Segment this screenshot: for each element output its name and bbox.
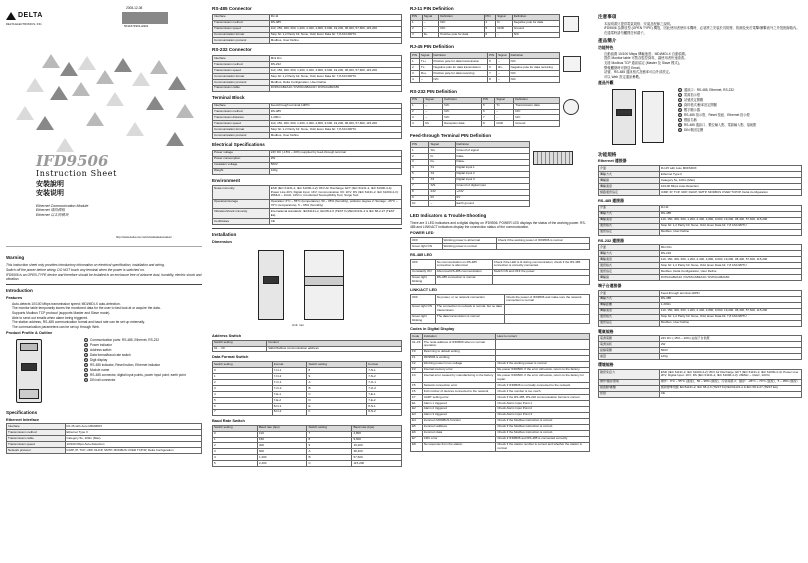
tri-20 xyxy=(56,138,74,152)
barcode xyxy=(122,12,168,24)
table-row: Interface RJ-11 xyxy=(213,14,402,20)
table-row: Transmission speed 110, 150, 300, 600, 1,200, 2,400, 4,800, 9,600, 19,200, 38,400, 57,600, 115,200 xyxy=(213,121,402,127)
led-intro: There are 3 LED indicators and a digital display on IFD9506. POWER LED displays the status of the working power. RS-485 and LINK/ACT indicators display the connection status of the communication. xyxy=(410,221,586,230)
legend-row: 2 電源指示燈 xyxy=(679,92,700,97)
terminal-table xyxy=(212,103,402,140)
column-4 xyxy=(598,6,802,559)
table-row: 通訊協定 Modbus, User Define xyxy=(599,229,802,235)
subtitle-2: Ethernet 通訊模組 xyxy=(36,208,65,213)
rj11-table xyxy=(410,14,560,39)
table-row: 4 X1 Digital input 1 xyxy=(411,165,530,171)
eth-table xyxy=(6,423,202,454)
feed-table xyxy=(410,141,530,207)
table-row: F3 Internal memory error Re-power IFD9506. If the error still exists, return to the factory. xyxy=(411,367,590,373)
rj45-title: RJ-45 PIN Definition xyxy=(410,44,454,50)
rs232pin-block xyxy=(410,97,590,131)
table-row: F5 Network connection error Check if IFD9506 is normally connected to the network. xyxy=(411,383,590,389)
delta-triangle-icon xyxy=(6,12,16,20)
codes-table xyxy=(410,333,590,452)
table-row: Communication format Stop bit: 1,2 Parity bit: None, Odd, Even Data bit: 7,8 ASCII/RTU xyxy=(213,73,402,79)
dimension-drawing xyxy=(212,246,402,332)
tri-10 xyxy=(50,86,68,100)
cn-rs232-title: RS-232 連接器 xyxy=(598,237,624,243)
device-port xyxy=(20,343,38,351)
tri-2 xyxy=(60,62,78,76)
table-row: 絕緣電壓 500V xyxy=(599,348,802,354)
table-row: 網路通訊協定 ICMP, IP, TCP, UDP, DHCP, SMTP, MODBUS OVER TCP/IP, Delta Configuration xyxy=(599,190,802,196)
table-row: 傳輸速度 110, 150, 300, 600, 1,200, 2,400, 4,800, 9,600, 19,200, 38,400, 57,600, 115,200 xyxy=(599,217,802,223)
table-row: Constantly ON Abnormal RS-485 communication Switch ON and OFF the power xyxy=(411,269,590,275)
rs232pin-table xyxy=(410,97,560,128)
legend-row: 3 Address switch xyxy=(85,347,112,352)
env-table xyxy=(212,185,402,225)
rj11-title: RJ-11 PIN Definition xyxy=(410,6,454,11)
feature-item: • Able to send out emails when alarm being triggered. xyxy=(12,316,202,320)
table-row: Communication format Stop bit: 1,2 Parity bit: None, Odd, Even Data bit: 7,8 ASCII/RTU xyxy=(213,127,402,133)
product-title-cn: 安裝說明 xyxy=(36,181,64,188)
led-title: LED Indicators & Trouble-Shooting xyxy=(410,213,487,219)
table-row: 傳輸方式 RS-232 xyxy=(599,251,802,257)
table-row: Communication protocol Modbus, User Define xyxy=(213,133,402,139)
table-row: 通訊協定 Modbus, Delta Configuration, User Define xyxy=(599,269,802,275)
table-row: 1 -- N/C 5 Tx Transmission data xyxy=(411,103,560,109)
cn-device-display xyxy=(616,109,632,116)
dim-unit: Unit: mm xyxy=(292,322,304,327)
table-row: 2 D- Data- xyxy=(411,153,530,159)
table-row: 6 X3 Digital input 3 xyxy=(411,177,530,183)
table-row: Green light blinking RS-485 connection is normal xyxy=(411,275,590,285)
rs232pin-title: RS-232 PIN Definition xyxy=(410,88,457,94)
cn-feat-item: • 提供 Monitor table 可暫存監控資料，讓使用者快速查看。 xyxy=(604,56,802,60)
baud-table xyxy=(212,425,402,468)
legend-row: 4 資料格式/鮑率設定開關 xyxy=(679,102,717,107)
table-row: 傳輸方式 Ethernet Type II xyxy=(599,172,802,178)
table-row: F2 Working power is too voltage Check if the working power is normal xyxy=(411,361,590,367)
cn-feat-title: 功能特色 xyxy=(598,44,614,50)
table-row: E1 Alarm 1 triggered Check Alarm Input Point 1 xyxy=(411,400,590,406)
tri-4 xyxy=(96,70,114,84)
codes-title: Codes in Digital Display xyxy=(410,326,455,332)
device-terminals xyxy=(19,389,39,399)
rj45-table xyxy=(410,52,560,83)
table-row: Transmission distance 1,200m xyxy=(213,115,402,121)
table-row: Communication protocol Modbus, User Define xyxy=(213,38,402,44)
table-row: Vibration/shock immunity International standards: IEC61131-2, IEC68-2-6 (TEST Fc)/IEC61131-2 & IEC 68-2-27 (TEST Ea) xyxy=(213,209,402,219)
table-row: 雜訊免疫力 ESD (IEC 61131-2, IEC 61000-4-2): 8KV Air Discharge; EFT (IEC 61131-2, IEC 61000-4-4): Power Line 2KV, Digital Input: 1KV; RS (IEC 61131-2, IEC 61000-4-3): 26MHz ~ 1GHz, 10V/m xyxy=(599,370,802,380)
table-row: 傳輸方式 RS-485 xyxy=(599,211,802,217)
link-led-table xyxy=(410,294,590,324)
device-display xyxy=(21,363,37,371)
legend-row: 5 數字顯示器 xyxy=(679,107,700,112)
table-row: Transmission method RS-232 xyxy=(213,62,402,68)
table-row: 介面 Mini Din xyxy=(599,245,802,251)
table-row: Network protocol ICMP, IP, TCP, UDP, DHCP, SMTP, MODBUS OVER TCP/IP, Delta Configuration xyxy=(7,448,202,454)
cn-device-body xyxy=(612,89,636,145)
table-row: 7 S/S Ground of digital input xyxy=(411,183,530,189)
table-row: 4 -- N/C 8 -- N/C xyxy=(411,76,560,82)
table-row: OFF No power, or no network connection Check the power of IFD9506 and make sure the network connection is normal xyxy=(411,295,590,305)
table-row: 傳輸線 DVPACAB2A10 / DVPACAB2A30 / DVPACAB2A50 xyxy=(599,275,802,281)
elec-table xyxy=(212,150,402,175)
cn-notice-title: 注意事項 xyxy=(598,14,617,19)
feature-item: • The station address, RS-485 communication format and baud rate can be set up externally. xyxy=(12,320,202,324)
table-row: 1 Tx+ Positive pole for data transmission 5 -- N/C xyxy=(411,59,560,65)
legend-row: 3 站號設定開關 xyxy=(679,97,704,102)
table-row: 9 0V 0V xyxy=(411,195,530,201)
cn-feat-item: • 站號、RS-485 通訊格式及鮑率可由外部設定。 xyxy=(604,70,802,74)
table-row: 3 7-O-2 B 7-O-2 xyxy=(213,386,402,392)
tri-12 xyxy=(106,92,124,106)
tri-15 xyxy=(16,106,34,120)
table-row: 電源電壓 24V DC (-15% ~ 20%) 由端子台供應 xyxy=(599,336,802,342)
table-row: OFF Working power is abnormal Check if the working power of IFD9506 is normal xyxy=(411,238,590,244)
feature-item: • The monitor table temporarily stores the monitored data for the user to fast look at or acquire the data. xyxy=(12,306,202,310)
table-row: 2 7-O-1 A 7-O-1 xyxy=(213,380,402,386)
table-row: 電源消耗 2W xyxy=(599,342,802,348)
dformat-title: Data Format Switch xyxy=(212,354,249,360)
legend-row: 9 DIN 軌固定槽 xyxy=(679,127,704,132)
table-row: 通訊格式 Stop bit: 1,2 Parity bit: None, Odd, Even Data bit: 7,8 ASCII/RTU xyxy=(599,314,802,320)
table-row: 3 600 A 38,400 xyxy=(213,449,402,455)
tri-14 xyxy=(176,104,194,118)
cn-eth-table xyxy=(598,165,802,196)
doc-date: 2008-12-08 xyxy=(126,6,143,10)
cn-spec-title: 功能規格 xyxy=(598,151,617,157)
table-row: Interface Mini Din xyxy=(213,56,402,62)
table-row: 傳輸方式 RS-485 xyxy=(599,296,802,302)
features-list xyxy=(12,302,202,329)
legend-row: 8 RS-485 connector, digital input points, power input point, earth point xyxy=(85,372,186,377)
power-led-title: POWER LED xyxy=(410,230,434,236)
baud-title: Baud Rate Switch xyxy=(212,417,245,423)
table-row: 操作/儲存環境 操作：0°C ~ 55°C (溫度)，50 ~ 95% (濕度)，污染等級 2；儲存：-25°C ~ 70°C (溫度)，5 ~ 95% (濕度) xyxy=(599,379,802,385)
column-1 xyxy=(6,6,202,559)
table-row: 3 Rx+ Positive pole for data receiving 7 -- N/C xyxy=(411,71,560,77)
dim-front xyxy=(258,250,284,320)
tri-16 xyxy=(36,116,54,130)
subtitle-3: Ethernet 以太网模块 xyxy=(36,212,69,217)
tri-18 xyxy=(126,122,144,136)
legend-row: 5 Digit display xyxy=(85,357,108,362)
device-drawing xyxy=(6,337,84,407)
warning-item: This instruction sheet only provides introductory information on electrical specification, installation and wiring. xyxy=(6,262,165,267)
table-head: PIN Signal Definition PIN Signal Definition xyxy=(411,14,560,20)
legend-row: 1 通訊口：RS-485, Ethernet, RS-232 xyxy=(679,87,734,92)
table-row: 5 2,400 C 115,200 xyxy=(213,461,402,467)
legend-row: 8 RS-485 通訊口、數位輸入點、電源輸入點、接地點 xyxy=(679,122,757,127)
table-row: 5 X2 Digital input 2 xyxy=(411,171,530,177)
cn-device-side xyxy=(642,91,664,143)
spec-title: Specifications xyxy=(6,409,38,415)
feature-item: • Supports Modbus TCP protocol (supports Master and Slave mode). xyxy=(12,311,202,315)
profile-legend xyxy=(84,337,202,407)
rj45-connector-icon xyxy=(563,56,581,72)
rs485-title: RS-485 Connector xyxy=(212,6,252,11)
table-row: 6 8-N-1 E 8-N-1 xyxy=(213,403,402,409)
addr-title: Address Switch xyxy=(212,332,242,338)
product-subtitles xyxy=(36,204,88,217)
table-row: OFF No communication on RS-485 connection is abnormal Check if the LED is lit during communication; check if the RS-485 connection is correctly connected. xyxy=(411,259,590,269)
feature-item: • Auto-detects 10/100 Mbps transmission speed; MDI/MDI-X auto-detection. xyxy=(12,302,202,306)
table-row: 5 7-E-2 D 7-E-2 xyxy=(213,397,402,403)
power-led-table xyxy=(410,237,590,250)
warning-list xyxy=(6,263,202,281)
table-head: PIN Signal Definition PIN Signal Definition xyxy=(411,53,560,59)
tri-17 xyxy=(86,112,104,126)
eth-title: Ethernet Interface xyxy=(6,416,40,422)
rs485-led-table xyxy=(410,259,590,285)
table-row: E5 Incorrect address Check if the Modbus instruction is correct. xyxy=(411,424,590,430)
rj11-block xyxy=(410,14,590,42)
tri-5 xyxy=(114,58,132,72)
table-row: 2 -- N/C 6 -- N/C xyxy=(411,109,560,115)
table-row: 1 -- N/C 4 D- Negative pole for data xyxy=(411,20,560,26)
table-row: 8 24V +24V xyxy=(411,189,530,195)
table-row: Communication format Stop bit: 1,2 Parity bit: None, Odd, Even Data bit: 7,8 ASCII/RTU xyxy=(213,32,402,38)
cn-outline-block xyxy=(598,87,802,149)
cn-rs485-table xyxy=(598,205,802,236)
table-row: 通訊格式 Stop bit: 1,2 Parity bit: None, Odd, Even Data bit: 7,8 ASCII/RTU xyxy=(599,223,802,229)
divider xyxy=(212,228,402,229)
brand-name: DELTA xyxy=(18,12,43,19)
profile-title: Product Profile & Outline xyxy=(6,329,53,335)
cn-rs232-table xyxy=(598,244,802,281)
table-row: Operation/storage Operation: 0°C ~ 55°C (temperature), 50 ~ 95% (humidity), pollution degree 2; Storage: -25°C ~ 70°C (temperature), 5 ~ 95% (humidity) xyxy=(213,199,402,209)
table-row: E2 Alarm 2 triggered Check Alarm Input Point 2 xyxy=(411,406,590,412)
terminal-block-icon xyxy=(533,151,573,165)
legend-row: 7 模組名稱 xyxy=(679,117,697,122)
intro-title: Introduction xyxy=(6,288,33,294)
table-row: 傳輸速度 110, 150, 300, 600, 1,200, 2,400, 4,800, 9,600, 19,200, 38,400, 57,600, 115,200 xyxy=(599,308,802,314)
rj45-block xyxy=(410,52,590,86)
table-row: 傳輸速度 110, 150, 300, 600, 1,200, 2,400, 4,800, 9,600, 19,200, 38,400, 57,600, 115,200 xyxy=(599,257,802,263)
warning-item: Switch off the power before wiring. DO NOT touch any terminal when the power is switched on. xyxy=(6,267,145,272)
table-row: 01 ... FF Valid Modbus communication address xyxy=(213,346,402,352)
table-row: E3 Alarm 3 triggered Check Alarm Input Point 3 xyxy=(411,412,590,418)
barcode-number: 5011674901-E901 xyxy=(124,24,149,28)
elec-title: Electrical Specifications xyxy=(212,142,265,148)
minidin-connector-icon xyxy=(563,99,579,115)
table-row: F6 Full number of devices connected to the network Check if the number is too much. xyxy=(411,389,590,395)
table-row: 介面 Feed-through terminal 10PIN xyxy=(599,290,802,296)
table-row: Power voltage 24V DC (-15% ~ 20%) supplied by feed-through terminal xyxy=(213,150,402,156)
cover-art xyxy=(6,52,202,247)
cn-outline-title: 產品外觀 xyxy=(598,79,614,85)
legend-row: 2 Power indicator xyxy=(85,342,112,347)
cn-device-drawing xyxy=(598,87,678,149)
table-row: E8 No response from the station Check if the station number is correct and whether the station is normal. xyxy=(411,442,590,452)
feature-item: • The communication parameters can be set up through Web. xyxy=(12,325,202,329)
tri-7 xyxy=(150,60,168,74)
cn-rs485-title: RS-485 連接器 xyxy=(598,198,624,203)
table-row: 0 110 7 4,800 xyxy=(213,431,402,437)
table-row: Transmission method RS-485 xyxy=(213,20,402,26)
cn-feat-item: • 支援 Modbus TCP 通訊協定 (Master 及 Slave 模式)。 xyxy=(604,61,802,65)
website-url[interactable]: http://www.delta.com.tw/industrialautomation/ xyxy=(116,235,172,239)
cn-elec-title: 電氣規格 xyxy=(598,328,614,334)
table-row: 3 D+ Data+ xyxy=(411,159,530,165)
table-row: F4 Internal error caused by manufacturing in the factory Re-power IFD9506. If the error still exists, return to the factory for repair. xyxy=(411,373,590,383)
table-row: 傳輸速度 10/100 Mbps Auto-Detection xyxy=(599,184,802,190)
table-row: Green light blinking The data transmission is normal xyxy=(411,314,590,324)
tri-11 xyxy=(72,82,90,96)
cn-notice-list xyxy=(604,22,802,35)
legend-row: 1 Communication ports: RS-485, Ethernet, RS-232 xyxy=(85,337,160,342)
divider xyxy=(6,284,202,285)
table-row: F7 UART setting error Check if the RS-485, RS-232 communication format is correct. xyxy=(411,395,590,401)
tri-3 xyxy=(78,56,96,70)
table-row: 1 150 8 9,600 xyxy=(213,437,402,443)
table-row: Noise immunity ESD (IEC 61131-2, IEC 61000-4-2): 8KV Air Discharge; EFT (IEC 61131-2, IEC 61000-4-4): Power Line 2KV, Digital Input: 1KV; Communication I/O: 1KV; RS (IEC 61131-2, IEC 61000-4-3): 26MHz ~ 1GHz, 10V/m; Conducted Susceptibility Test; Surge Test xyxy=(213,186,402,199)
cn-elec-table xyxy=(598,335,802,360)
table-row: Transmission speed 110, 150, 300, 600, 1,200, 2,400, 4,800, 9,600, 19,200, 38,400, 57,600, 115,200 xyxy=(213,68,402,74)
legend-row: 7 Module name xyxy=(85,367,110,372)
table-head: PIN Signal Definition PIN Signal Definition xyxy=(411,97,560,103)
table-row: 傳輸距離 1,200m xyxy=(599,302,802,308)
table-row: 3 -- N/C 7 -- N/C xyxy=(411,115,560,121)
brand-header xyxy=(6,6,202,52)
legend-row: 9 DIN rail connector xyxy=(85,377,116,382)
table-row: 耐振動/衝擊 國際標準規範 IEC61131-2, IEC 68-2-6 (TEST Fc)/IEC61131-2 & IEC 68-2-27 (TEST Ea) xyxy=(599,385,802,391)
cn-term-title: 端子台連接器 xyxy=(598,283,622,289)
profile-block xyxy=(6,337,202,407)
table-row: 傳輸線 Category 5e, 100m (Max) xyxy=(599,178,802,184)
column-3 xyxy=(410,6,590,559)
table-row: Communication protocol Modbus, Delta Configuration, User Define xyxy=(213,79,402,85)
cn-feat-list xyxy=(604,52,802,79)
table-head: Code Indication How to correct xyxy=(411,334,590,340)
table-row: 2 -- N/C 5 GND Ground xyxy=(411,26,560,32)
feed-block xyxy=(410,141,590,210)
table-row: E4 Incorrect MODBUS function Check if the Modbus instruction is correct. xyxy=(411,418,590,424)
table-row: 01~FF The node address of IFD9506 when in normal operation xyxy=(411,340,590,350)
table-row: 4 1,200 B 57,600 xyxy=(213,455,402,461)
table-row: 10 -- Earth ground xyxy=(411,201,530,207)
table-row: Green light ON Working power is normal xyxy=(411,244,590,250)
subtitle-1: Ethernet Communication Module xyxy=(36,204,89,208)
table-row: 4 7-E-1 C 7-E-1 xyxy=(213,392,402,398)
table-row: Transmission speed 110, 150, 300, 600, 1,200, 2,400, 4,800, 9,600, 19,200, 38,400, 57,600, 115,200 xyxy=(213,26,402,32)
dformat-table xyxy=(212,361,402,415)
env-title: Environment xyxy=(212,177,241,183)
table-row: 認證 CE xyxy=(599,391,802,397)
legend-row: 6 RS-485 指示燈、Reset 按鈕、Ethernet 指示燈 xyxy=(679,112,750,117)
table-row: Insulation voltage 500V xyxy=(213,162,402,168)
dimension-title: Dimension xyxy=(212,238,232,244)
warning-item: IFD9506 is an OPEN-TYPE device and therefore should be installed in an enclosure free of airborne dust, humidity, electric shock and vibration. xyxy=(6,272,202,282)
table-row: F1 IFD9506 is working xyxy=(411,355,590,361)
cn-intro-title: 產品簡介 xyxy=(598,38,617,44)
cn-env-title: 環境規格 xyxy=(598,362,614,368)
rj11-connector-icon xyxy=(563,16,579,32)
table-head: Switch setting Content xyxy=(213,340,402,346)
tri-19 xyxy=(166,132,184,146)
table-row: Transmission cable Category 5e, 100m (Max) xyxy=(7,436,202,442)
cn-notice-item: • 本說明書只提供電氣規格、安裝及配線之說明。 xyxy=(604,22,802,26)
table-row: 介面 RJ-45 with Auto MDI/MDIX xyxy=(599,166,802,172)
cn-eth-title: Ethernet 連接器 xyxy=(598,158,627,164)
table-row: 3 D+ Positive pole for data 6 -- N/C xyxy=(411,32,560,38)
tri-6 xyxy=(132,72,150,86)
table-row: 通訊格式 Stop bit: 1,2 Parity bit: None, Odd, Even Data bit: 7,8 ASCII/RTU xyxy=(599,263,802,269)
table-row: Transmission cable DVPACAB2A10 / DVPACAB2A30 / DVPACAB2A50 xyxy=(213,85,402,91)
link-led-title: LINK/ACT LED xyxy=(410,287,438,293)
table-row: Transmission method Ethernet Type II xyxy=(7,430,202,436)
cn-notice-item: • IFD9506 為開放型 (OPEN TYPE) 機殼，因此使用者使用本機時，必須將之安裝於具防塵、防潮及免於電擊/衝擊意外之外殼配線箱內。 xyxy=(604,26,802,30)
table-row: Transmission method RS-485 xyxy=(213,109,402,115)
table-row: Green light ON The connection to network is normal, but no data transmission xyxy=(411,304,590,314)
table-row: Weight 120g xyxy=(213,168,402,174)
product-title-sc: 安装说明 xyxy=(36,190,64,197)
tri-1 xyxy=(42,54,60,68)
cn-outline-legend xyxy=(678,87,802,149)
table-row: 2 Tx- Negative pole for data transmission 6 Rx- Negative pole for data receiving xyxy=(411,65,560,71)
dim-display xyxy=(263,276,279,284)
feed-title: Feed-through Terminal PIN Definition xyxy=(410,133,492,139)
product-model: IFD9506 xyxy=(36,152,109,170)
dim-side-rail xyxy=(304,276,344,286)
table-row: Certificates CE xyxy=(213,219,402,225)
addr-table xyxy=(212,340,402,353)
cn-notice-item: • 在通電時請勿觸摸任何端子。 xyxy=(604,31,802,35)
rs232-title: RS-232 Connector xyxy=(212,47,252,53)
table-row: Interface RJ-45 with Auto MDI/MDIX xyxy=(7,424,202,430)
table-row: 通訊協定 Modbus, User Define xyxy=(599,320,802,326)
tri-8 xyxy=(168,76,186,90)
terminal-title: Terminal Block xyxy=(212,94,245,100)
legend-row: 6 RS-485 indicator, Reset button, Ethernet indicator xyxy=(85,362,161,367)
cn-feat-item: • 可以 Web 設定通訊參數。 xyxy=(604,75,802,79)
features-title: Features xyxy=(6,294,23,300)
delta-logo xyxy=(6,12,43,21)
table-row: 1 7-N-2 9 7-N-2 xyxy=(213,374,402,380)
table-row: 介面 RJ-11 xyxy=(599,205,802,211)
rs485-led-title: RS-485 LED xyxy=(410,252,433,258)
cn-feat-item: • 警報觸發時可發送 Email。 xyxy=(604,66,802,70)
table-row: E7 CRC error Check if IFD9506 and RS-485 is connected correctly. xyxy=(411,436,590,442)
rs232-table xyxy=(212,55,402,92)
table-head: Switch setting Baud rate (bps) Switch setting Baud rate (bps) xyxy=(213,425,402,431)
table-row: Power consumption 2W xyxy=(213,156,402,162)
cn-env-table xyxy=(598,369,802,398)
table-row: Interface Feed-through terminal 10PIN xyxy=(213,103,402,109)
rs485-table xyxy=(212,14,402,45)
table-row: 4 Rx Reception data 8 GND Ground xyxy=(411,121,560,127)
product-title: Instruction Sheet xyxy=(36,169,117,178)
table-row: 重量 120g xyxy=(599,354,802,360)
cn-term-table xyxy=(598,290,802,327)
table-row: Transmission speed 10/100 Mbps Auto-Detection xyxy=(7,442,202,448)
legend-row: 4 Data format/baud rate switch xyxy=(85,352,131,357)
tri-13 xyxy=(146,96,164,110)
warning-title: Warning xyxy=(6,255,25,260)
tri-9 xyxy=(26,78,44,92)
brand-sub: DELTA ELECTRONICS, INC. xyxy=(6,22,43,26)
cn-feat-item: • 自動偵測 10/100 Mbps 傳輸速度；MDI/MDI-X 自動偵測。 xyxy=(604,52,802,56)
table-row: 0 7-N-1 8 7-N-1 xyxy=(213,368,402,374)
table-row: 2 300 9 19,200 xyxy=(213,443,402,449)
table-head: PIN Signal Definition xyxy=(411,142,530,148)
table-head: Switch setting Format Switch setting Format xyxy=(213,362,402,368)
table-row: E6 Incorrect data Check if the Modbus instruction is correct. xyxy=(411,430,590,436)
column-2 xyxy=(212,6,402,559)
table-row: 7 8-N-2 F 8-N-2 xyxy=(213,409,402,415)
table-row: 1 SG Ground of signal xyxy=(411,148,530,154)
table-row: F0 Returning to default setting xyxy=(411,349,590,355)
install-title: Installation xyxy=(212,232,237,238)
